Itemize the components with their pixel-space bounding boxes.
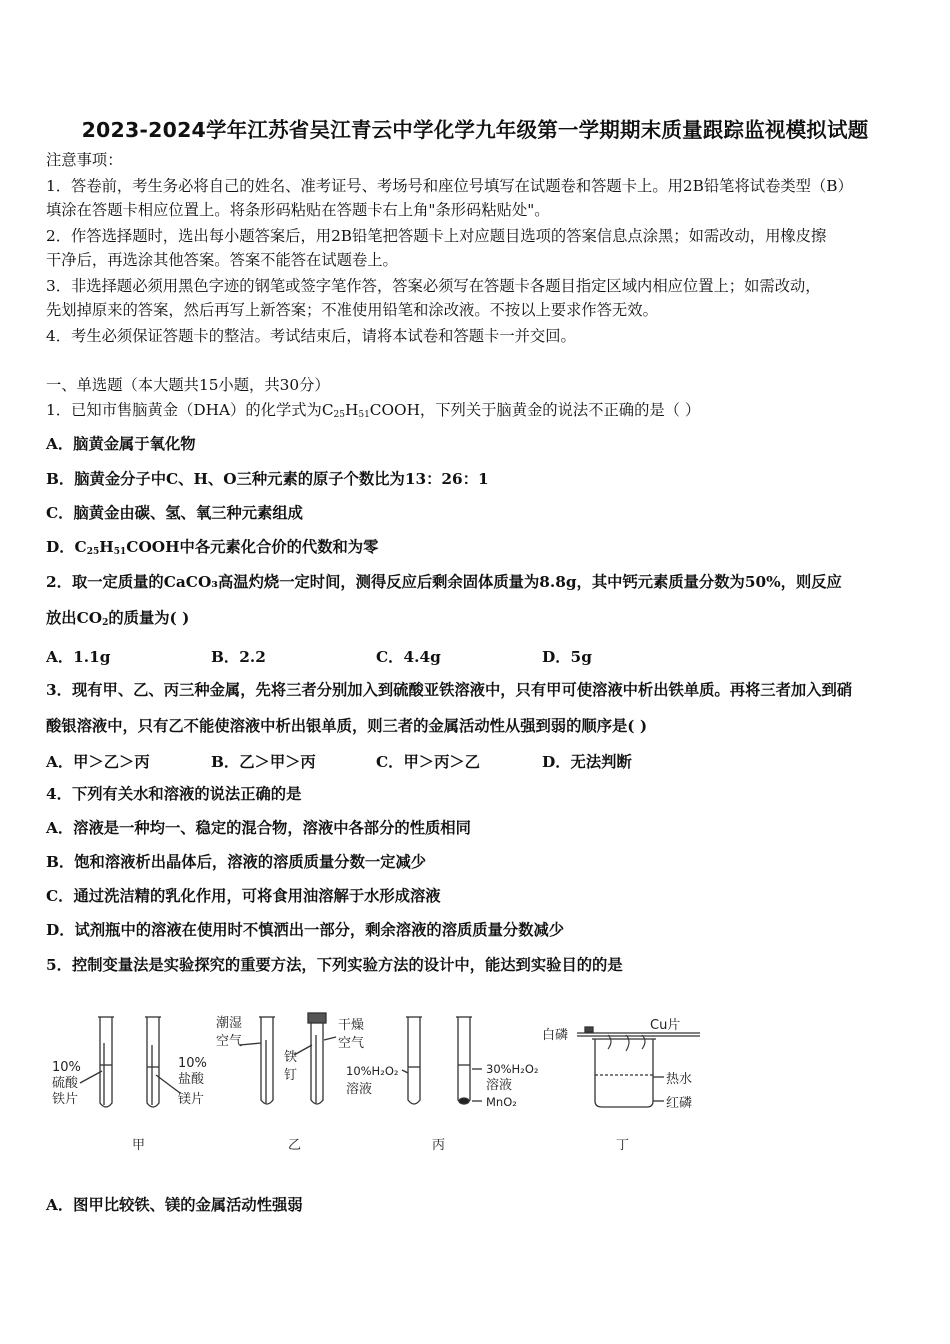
bing-right-label-3: MnO₂ <box>486 1095 517 1109</box>
notice-line-2: 填涂在答题卡相应位置上。将条形码粘贴在答题卡右上角"条形码粘贴处"。 <box>46 201 550 219</box>
q2-option-b: B．2.2 <box>211 648 266 666</box>
notice-line-6: 先划掉原来的答案，然后再写上新答案；不准使用铅笔和涂改液。不按以上要求作答无效。 <box>46 301 658 319</box>
yi-dry-label-1: 干燥 <box>338 1018 365 1033</box>
q1-option-b: B．脑黄金分子中C、H、O三种元素的原子个数比为13：26：1 <box>46 470 489 488</box>
q2-option-d: D．5g <box>542 648 592 666</box>
q2-stem-line-1: 2．取一定质量的CaCO₃高温灼烧一定时间，测得反应后剩余固体质量为8.8g，其中钙元素质量分数为50%，则反应 <box>46 573 842 591</box>
caption-yi: 乙 <box>288 1138 302 1153</box>
jia-left-label-1: 10% <box>52 1060 81 1075</box>
q1-stem: 1．已知市售脑黄金（DHA）的化学式为$C_{25}H_{51}COOH$，下列关于脑黄金的说法不正确的是（ ） <box>46 401 701 420</box>
jia-right-label-3: 镁片 <box>178 1092 205 1107</box>
q4-option-b: B．饱和溶液析出晶体后，溶液的溶质质量分数一定减少 <box>46 853 427 871</box>
caption-bing: 丙 <box>432 1138 446 1153</box>
q4-stem: 4．下列有关水和溶液的说法正确的是 <box>46 785 302 803</box>
caption-jia: 甲 <box>132 1138 146 1153</box>
q4-option-c: C．通过洗洁精的乳化作用，可将食用油溶解于水形成溶液 <box>46 887 441 905</box>
yi-nail-label-1: 铁 <box>284 1050 298 1065</box>
q3-option-b: B．乙＞甲＞丙 <box>211 753 316 771</box>
jia-left-label-3: 铁片 <box>52 1092 79 1107</box>
q2-option-a: A．1.1g <box>46 648 111 666</box>
section-heading: 一、单选题（本大题共15小题，共30分） <box>46 376 330 394</box>
notice-line-4: 干净后，再选涂其他答案。答案不能答在试题卷上。 <box>46 251 398 269</box>
ding-red-phosphorus-label: 红磷 <box>666 1096 693 1111</box>
ding-white-phosphorus-label: 白磷 <box>542 1028 569 1043</box>
q2-option-c: C．4.4g <box>376 648 441 666</box>
q4-option-d: D．试剂瓶中的溶液在使用时不慎洒出一部分，剩余溶液的溶质质量分数减少 <box>46 921 565 939</box>
q3-stem-line-2: 酸银溶液中，只有乙不能使溶液中析出银单质，则三者的金属活动性从强到弱的顺序是( ) <box>46 717 648 735</box>
ding-beaker <box>577 1027 700 1107</box>
notice-line-7: 4．考生必须保证答题卡的整洁。考试结束后，请将本试卷和答题卡一并交回。 <box>46 327 576 345</box>
jia-right-label-2: 盐酸 <box>178 1072 205 1087</box>
q3-option-a: A．甲＞乙＞丙 <box>46 753 150 771</box>
ding-cu-label: Cu片 <box>650 1018 681 1033</box>
q3-option-c: C．甲＞丙＞乙 <box>376 753 480 771</box>
ding-hot-water-label: 热水 <box>666 1072 693 1087</box>
notice-line-5: 3．非选择题必须用黑色字迹的钢笔或签字笔作答，答案必须写在答题卡各题目指定区域内相应位置上；如需改动， <box>46 277 821 295</box>
bing-left-label-2: 溶液 <box>346 1082 373 1097</box>
yi-nail-label-2: 钉 <box>284 1068 298 1083</box>
jia-tubes <box>80 1017 180 1107</box>
q2-stem-line-2: 放出$CO_2$的质量为( ) <box>46 609 190 628</box>
page-title: 2023-2024学年江苏省吴江青云中学化学九年级第一学期期末质量跟踪监视模拟试题 <box>81 118 869 142</box>
notice-line-1: 1．答卷前，考生务必将自己的姓名、准考证号、考场号和座位号填写在试题卷和答题卡上。用2B铅笔将试卷类型（B） <box>46 177 853 195</box>
q5-option-a: A．图甲比较铁、镁的金属活动性强弱 <box>46 1196 303 1214</box>
q1-option-a: A．脑黄金属于氧化物 <box>46 435 196 453</box>
notice-line-3: 2．作答选择题时，选出每小题答案后，用2B铅笔把答题卡上对应题目选项的答案信息点涂黑；如需改动，用橡皮擦 <box>46 227 827 245</box>
jia-right-label-1: 10% <box>178 1056 207 1071</box>
bing-left-label-1: 10%H₂O₂ <box>346 1064 399 1078</box>
caption-ding: 丁 <box>616 1138 630 1153</box>
yi-dry-label-2: 空气 <box>338 1036 365 1051</box>
bing-right-label-2: 溶液 <box>486 1078 513 1093</box>
q3-stem-line-1: 3．现有甲、乙、丙三种金属，先将三者分别加入到硫酸亚铁溶液中，只有甲可使溶液中析出铁单质。再将三者加入到硝 <box>46 681 853 699</box>
bing-right-label-1: 30%H₂O₂ <box>486 1062 539 1076</box>
q3-option-d: D．无法判断 <box>542 753 632 771</box>
yi-wet-label-2: 空气 <box>216 1034 243 1049</box>
jia-left-label-2: 硫酸 <box>52 1076 79 1091</box>
q5-stem: 5．控制变量法是实验探究的重要方法，下列实验方法的设计中，能达到实验目的的是 <box>46 956 623 974</box>
experiment-figure <box>40 1005 760 1165</box>
bing-tubes <box>402 1017 482 1104</box>
q4-option-a: A．溶液是一种均一、稳定的混合物，溶液中各部分的性质相同 <box>46 819 471 837</box>
q1-option-c: C．脑黄金由碳、氢、氧三种元素组成 <box>46 504 303 522</box>
notice-heading: 注意事项： <box>46 151 123 169</box>
yi-wet-label-1: 潮湿 <box>216 1016 243 1031</box>
q1-option-d: D．$C_{25}H_{51}COOH$中各元素化合价的代数和为零 <box>46 538 379 557</box>
